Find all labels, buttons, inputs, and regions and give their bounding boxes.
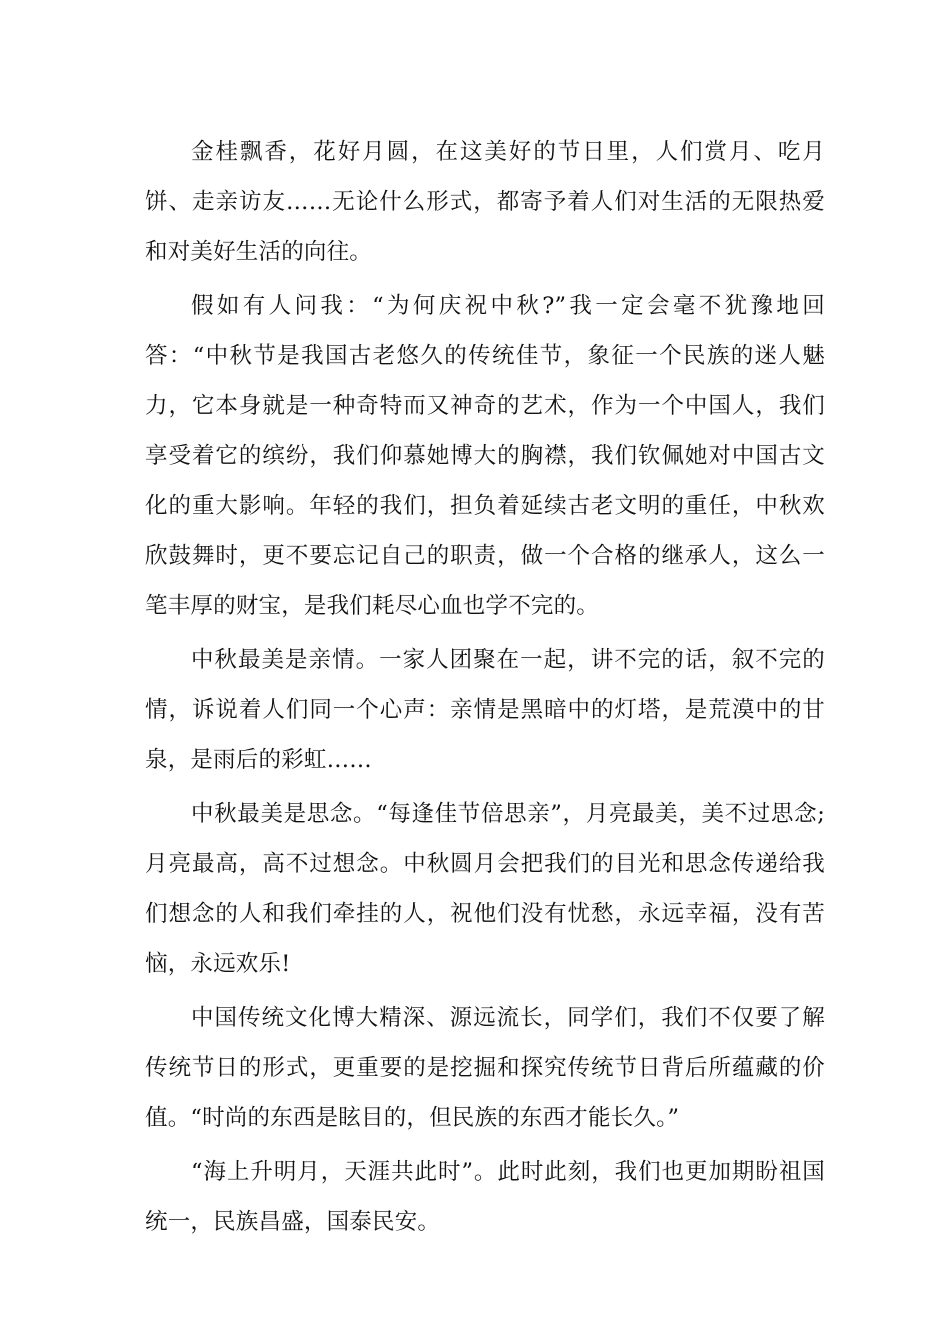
paragraph-5: 中国传统文化博大精深、源远流长，同学们，我们不仅要了解传统节日的形式，更重要的是挖掘和探究传统节日背后所蕴藏的价值。“时尚的东西是眩目的，但民族的东西才能长久。” (145, 1005, 825, 1131)
paragraph-2: 假如有人问我：“为何庆祝中秋?”我一定会毫不犹豫地回答：“中秋节是我国古老悠久的传统佳节，象征一个民族的迷人魅力，它本身就是一种奇特而又神奇的艺术，作为一个中国人，我们享受着它的缤纷，我们仰慕她博大的胸襟，我们钦佩她对中国古文化的重大影响。年轻的我们，担负着延续古老文明的重任，中秋欢欣鼓舞时，更不要忘记自己的职责，做一个合格的继承人，这么一笔丰厚的财宝，是我们耗尽心血也学不完的。 (145, 293, 825, 619)
paragraph-4: 中秋最美是思念。“每逢佳节倍思亲”，月亮最美，美不过思念;月亮最高，高不过想念。中秋圆月会把我们的目光和思念传递给我们想念的人和我们牵挂的人，祝他们没有忧愁，永远幸福，没有苦恼，永远欢乐! (145, 801, 825, 977)
paragraph-3: 中秋最美是亲情。一家人团聚在一起，讲不完的话，叙不完的情，诉说着人们同一个心声：亲情是黑暗中的灯塔，是荒漠中的甘泉，是雨后的彩虹…… (145, 647, 825, 773)
document-body (145, 127, 825, 1251)
paragraph-1: 金桂飘香，花好月圆，在这美好的节日里，人们赏月、吃月饼、走亲访友……无论什么形式，都寄予着人们对生活的无限热爱和对美好生活的向往。 (145, 139, 825, 265)
paragraph-6: “海上升明月，天涯共此时”。此时此刻，我们也更加期盼祖国统一，民族昌盛，国泰民安。 (145, 1159, 825, 1235)
